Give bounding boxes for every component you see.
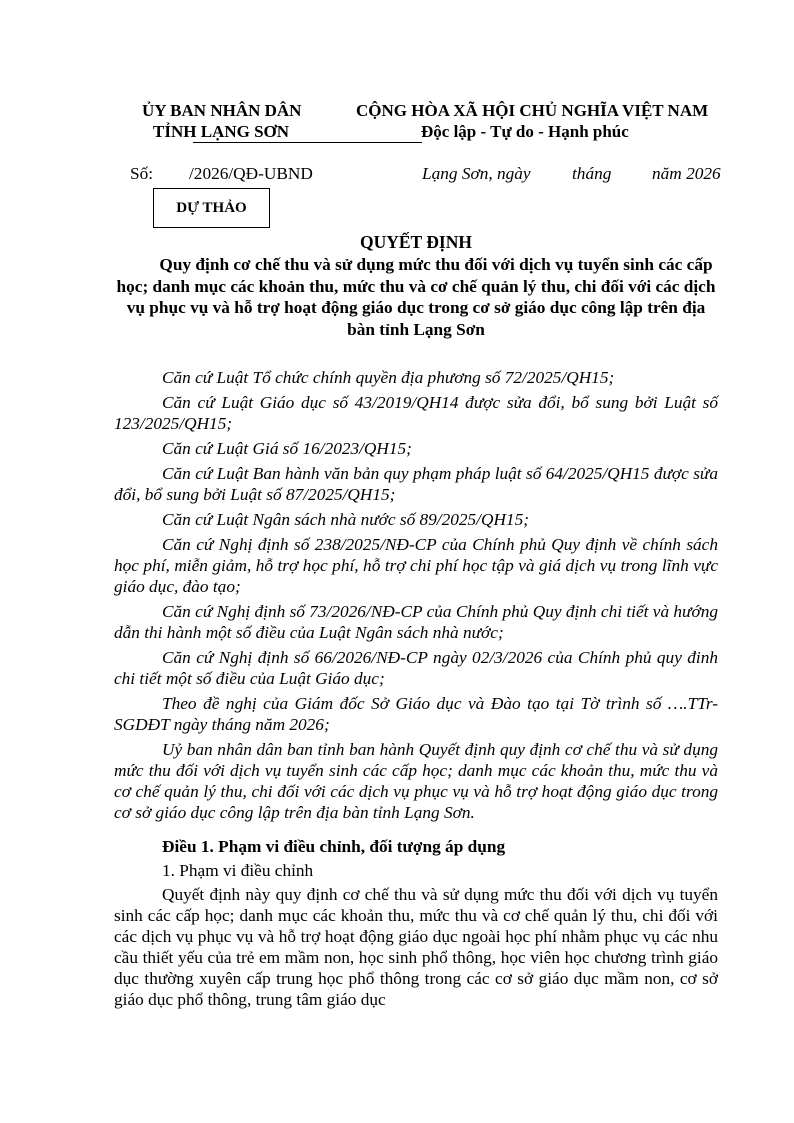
basis-item: Căn cứ Luật Ngân sách nhà nước số 89/2025/QH15; bbox=[162, 510, 529, 529]
agency-name: ỦY BAN NHÂN DÂN bbox=[142, 101, 302, 120]
basis-item: Căn cứ Nghị định số 66/2026/NĐ-CP ngày 02/3/2026 của Chính phủ quy đinh chi tiết một số điều của Luật Giáo dục; bbox=[114, 648, 718, 688]
basis-item: Căn cứ Luật Giáo dục số 43/2019/QH14 được sửa đổi, bổ sung bởi Luật số 123/2025/QH15; bbox=[114, 393, 718, 433]
clause-1-text: Quyết định này quy định cơ chế thu và sử dụng mức thu đối với dịch vụ tuyển sinh các cấp học; danh mục các khoản thu, mức thu và cơ chế quản lý thu, chi đối với các dịch vụ phục vụ và hỗ trợ hoạt động giáo dục ngoài học phí nhằm phục vụ các nhu cầu thiết yếu của trẻ em mầm non, học sinh phổ thông, học viên học chương trình giáo dục thường xuyên cấp trung học phổ thông trong các cơ sở giáo dục mầm non, cơ sở giáo dục phổ thông, trung tâm giáo dục bbox=[114, 885, 718, 1009]
legal-bases bbox=[114, 367, 718, 823]
place-date: Lạng Sơn, ngày bbox=[422, 164, 531, 183]
date-month: tháng bbox=[572, 164, 612, 183]
document-number-label: Số: bbox=[130, 164, 154, 183]
document-number: /2026/QĐ-UBND bbox=[189, 164, 313, 183]
agency-underline bbox=[193, 142, 248, 143]
clause-1-title: 1. Phạm vi điều chỉnh bbox=[162, 861, 314, 880]
basis-item: Căn cứ Nghị định số 238/2025/NĐ-CP của Chính phủ Quy định về chính sách học phí, miễn giảm, hỗ trợ học phí, hỗ trợ chi phí học tập và giá dịch vụ trong lĩnh vực giáo dục, đào tạo; bbox=[114, 535, 718, 596]
document-title: QUYẾT ĐỊNH bbox=[360, 232, 472, 252]
basis-item: Căn cứ Luật Tổ chức chính quyền địa phương số 72/2025/QH15; bbox=[162, 368, 615, 387]
document-subtitle: Quy định cơ chế thu và sử dụng mức thu đối với dịch vụ tuyển sinh các cấp học; danh mục các khoản thu, mức thu và cơ chế quản lý thu, chi đối với các dịch vụ phục vụ và hỗ trợ hoạt động giáo dục trong cơ sở giáo dục công lập trên địa bàn tỉnh Lạng Sơn bbox=[116, 255, 716, 339]
basis-item: Căn cứ Luật Giá số 16/2023/QH15; bbox=[162, 439, 412, 458]
article-1 bbox=[114, 836, 718, 1010]
basis-item: Theo đề nghị của Giám đốc Sở Giáo dục và Đào tạo tại Tờ trình số ….TTr-SGDĐT ngày tháng năm 2026; bbox=[114, 694, 718, 734]
motto: Độc lập - Tự do - Hạnh phúc bbox=[421, 122, 629, 141]
basis-item: Căn cứ Luật Ban hành văn bản quy phạm pháp luật số 64/2025/QH15 được sửa đổi, bổ sung bởi Luật số 87/2025/QH15; bbox=[114, 464, 718, 504]
province-name: TỈNH LẠNG SƠN bbox=[153, 122, 290, 141]
motto-underline bbox=[248, 142, 422, 143]
basis-item: Uỷ ban nhân dân ban tỉnh ban hành Quyết định quy định cơ chế thu và sử dụng mức thu đối với dịch vụ tuyển sinh các cấp học; danh mục các khoản thu, mức thu và cơ chế quản lý thu, chi đối với các dịch vụ phục vụ và hỗ trợ hoạt động giáo dục trong cơ sở giáo dục công lập trên địa bàn tỉnh Lạng Sơn. bbox=[114, 740, 718, 822]
draft-stamp: DỰ THẢO bbox=[153, 188, 270, 228]
country-name: CỘNG HÒA XÃ HỘI CHỦ NGHĨA VIỆT NAM bbox=[356, 101, 709, 120]
date-year: năm 2026 bbox=[652, 164, 721, 183]
basis-item: Căn cứ Nghị định số 73/2026/NĐ-CP của Chính phủ Quy định chi tiết và hướng dẫn thi hành một số điều của Luật Ngân sách nhà nước; bbox=[114, 602, 718, 642]
article-1-heading: Điều 1. Phạm vi điều chỉnh, đối tượng áp dụng bbox=[162, 837, 506, 856]
